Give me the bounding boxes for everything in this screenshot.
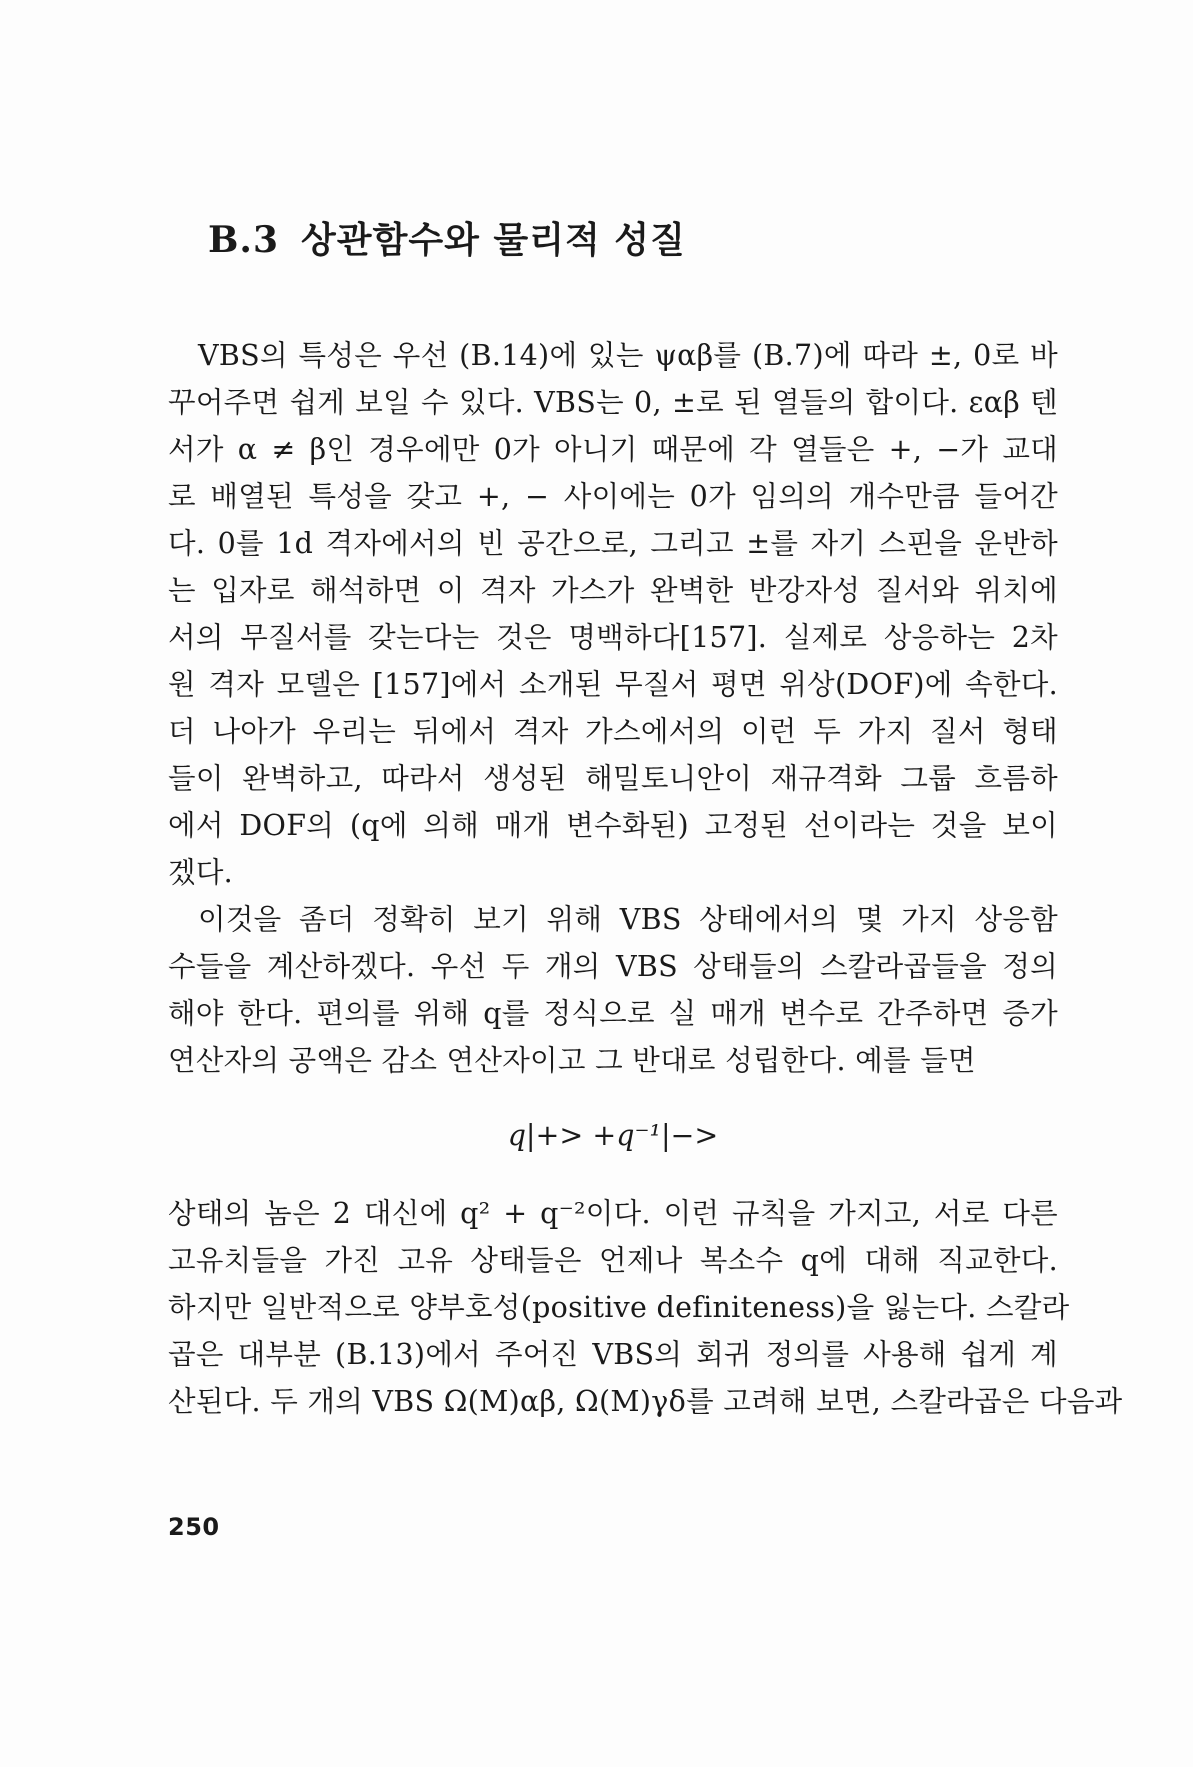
text-line: 이것을 좀더 정확히 보기 위해 VBS 상태에서의 몇 가지 상응함 xyxy=(198,903,1058,936)
text-line: 들이 완벽하고, 따라서 생성된 해밀토니안이 재규격화 그룹 흐름하 xyxy=(168,762,1058,795)
text-line: 서의 무질서를 갖는다는 것은 명백하다[157]. 실제로 상응하는 2차 xyxy=(168,621,1058,654)
display-equation: q|+> +q⁻¹|−> xyxy=(507,1119,719,1152)
section-heading xyxy=(208,212,686,263)
text-line: 꾸어주면 쉽게 보일 수 있다. VBS는 0, ±로 된 열들의 합이다. εαβ 텐 xyxy=(168,386,1058,419)
section-number: B.3 xyxy=(208,219,280,261)
text-line: 연산자의 공액은 감소 연산자이고 그 반대로 성립한다. 예를 들면 xyxy=(168,1044,976,1077)
text-line: 산된다. 두 개의 VBS Ω(M)αβ, Ω(M)γδ를 고려해 보면, 스칼라곱은 다음과 xyxy=(168,1385,1123,1418)
text-line: 는 입자로 해석하면 이 격자 가스가 완벽한 반강자성 질서와 위치에 xyxy=(168,574,1058,607)
text-line: 로 배열된 특성을 갖고 +, − 사이에는 0가 임의의 개수만큼 들어간 xyxy=(168,480,1058,513)
text-line: 하지만 일반적으로 양부호성(positive definiteness)을 잃는다. 스칼라 xyxy=(168,1291,1070,1324)
text-line: 에서 DOF의 (q에 의해 매개 변수화된) 고정된 선이라는 것을 보이 xyxy=(168,809,1058,842)
text-line: 원 격자 모델은 [157]에서 소개된 무질서 평면 위상(DOF)에 속한다. xyxy=(168,668,1058,701)
text-line: 수들을 계산하겠다. 우선 두 개의 VBS 상태들의 스칼라곱들을 정의 xyxy=(168,950,1058,983)
text-line: 서가 α ≠ β인 경우에만 0가 아니기 때문에 각 열들은 +, −가 교대 xyxy=(168,433,1058,466)
section-title: 상관함수와 물리적 성질 xyxy=(301,219,686,261)
text-line: 해야 한다. 편의를 위해 q를 정식으로 실 매개 변수로 간주하면 증가 xyxy=(168,997,1058,1030)
text-line: 다. 0를 1d 격자에서의 빈 공간으로, 그리고 ±를 자기 스핀을 운반하 xyxy=(168,527,1058,560)
body-text xyxy=(168,332,1123,1425)
text-line: 고유치들을 가진 고유 상태들은 언제나 복소수 q에 대해 직교한다. xyxy=(168,1244,1058,1277)
text-line: 상태의 놈은 2 대신에 q² + q⁻²이다. 이런 규칙을 가지고, 서로 다른 xyxy=(168,1197,1058,1230)
text-line: VBS의 특성은 우선 (B.14)에 있는 ψαβ를 (B.7)에 따라 ±, 0로 바 xyxy=(198,339,1058,372)
page-number: 250 xyxy=(168,1513,220,1541)
text-line: 더 나아가 우리는 뒤에서 격자 가스에서의 이런 두 가지 질서 형태 xyxy=(168,715,1058,748)
text-line: 겠다. xyxy=(168,856,234,889)
text-line: 곱은 대부분 (B.13)에서 주어진 VBS의 회귀 정의를 사용해 쉽게 계 xyxy=(168,1338,1058,1371)
